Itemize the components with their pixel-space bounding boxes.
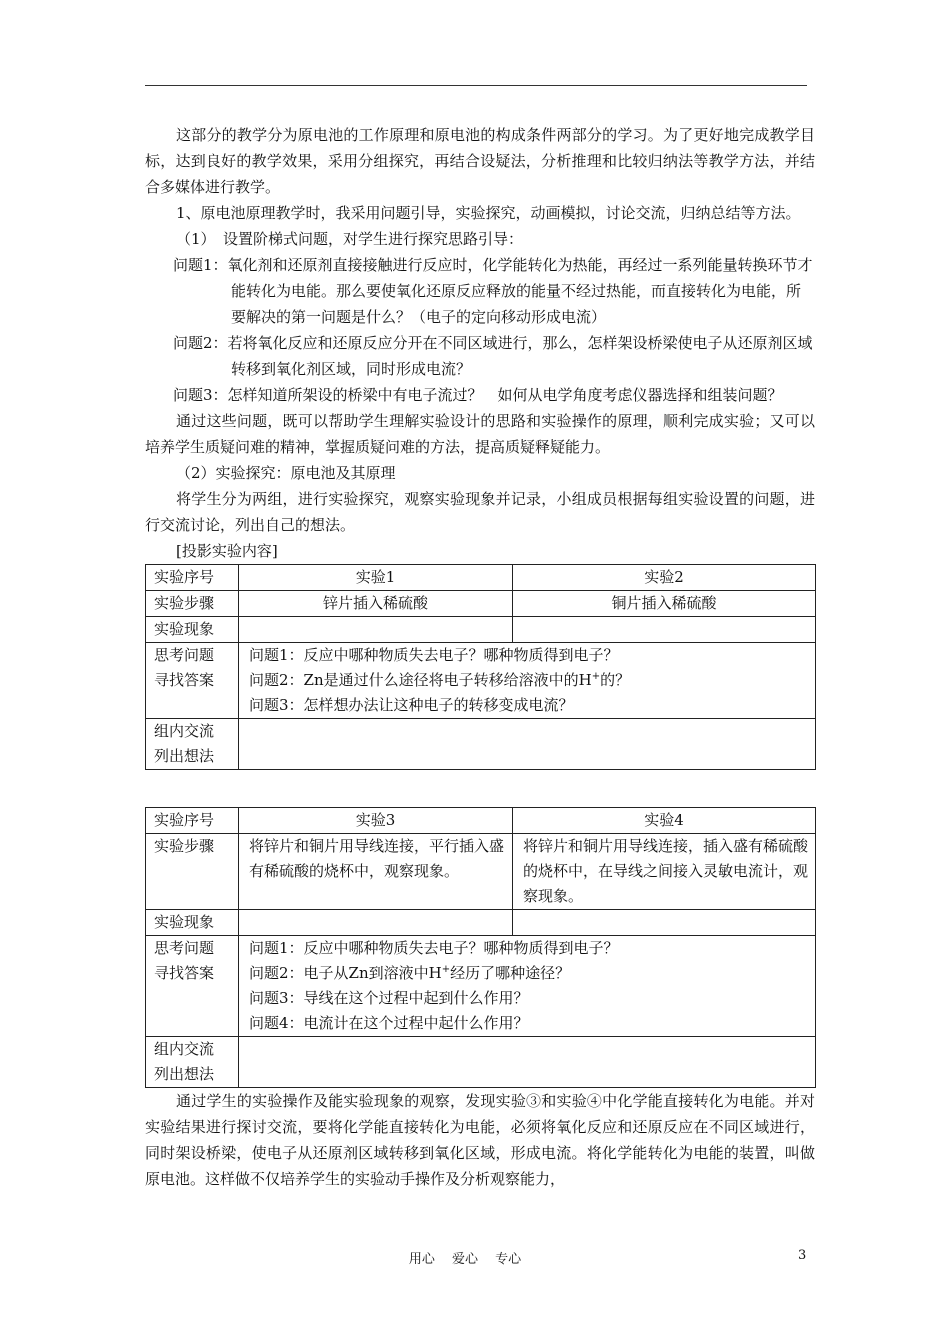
table-row bbox=[146, 808, 816, 834]
question-2: 问题2：若将氧化反应和还原反应分开在不同区域进行，那么，怎样架设桥梁使电子从还原剂区域转移到氧化剂区域，同时形成电流？ bbox=[173, 334, 813, 378]
principle-paragraph: 1、原电池原理教学时，我采用问题引导，实验探究，动画模拟，讨论交流，归纳总结等方法。 bbox=[176, 204, 801, 222]
question-3: 问题3：怎样知道所架设的桥梁中有电子流过？ 如何从电学角度考虑仪器选择和组装问题？ bbox=[173, 386, 783, 404]
intro-paragraph: 这部分的教学分为原电池的工作原理和原电池的构成条件两部分的学习。为了更好地完成教学目标，达到良好的教学效果，采用分组探究，再结合设疑法，分析推理和比较归纳法等教学方法，并结合多媒体进行教学。 bbox=[145, 126, 815, 196]
table-cell: 实验4 bbox=[513, 808, 816, 834]
row-header: 实验现象 bbox=[146, 910, 239, 936]
table-row bbox=[146, 591, 816, 617]
row-header-line: 组内交流 bbox=[154, 722, 215, 740]
table-cell: 实验3 bbox=[239, 808, 513, 834]
superscript: + bbox=[441, 964, 451, 975]
row-header: 实验步骤 bbox=[146, 591, 239, 617]
table-row bbox=[146, 565, 816, 591]
table-row bbox=[146, 617, 816, 643]
table-row bbox=[146, 719, 816, 770]
summary-paragraph: 通过这些问题，既可以帮助学生理解实验设计的思路和实验操作的原理，顺利完成实验；又可以培养学生质疑问难的精神，掌握质疑问难的方法，提高质疑释疑能力。 bbox=[145, 412, 815, 456]
row-header: 实验序号 bbox=[146, 565, 239, 591]
row-header bbox=[146, 936, 239, 1037]
text-span: 问题2：Zn是通过什么途径将电子转移给溶液中的H bbox=[249, 671, 592, 689]
question-line: 问题1：反应中哪种物质失去电子？哪种物质得到电子？ bbox=[249, 646, 619, 664]
table-cell: 铜片插入稀硫酸 bbox=[513, 591, 816, 617]
table-cell bbox=[513, 617, 816, 643]
question-line bbox=[249, 668, 809, 693]
question-line: 问题3：导线在这个过程中起到什么作用？ bbox=[249, 989, 529, 1007]
table-gap bbox=[145, 770, 815, 807]
footer-motto: 用心 爱心 专心 bbox=[408, 1252, 522, 1267]
question-1: 问题1：氧化剂和还原剂直接接触进行反应时，化学能转化为热能，再经过一系列能量转换环节才能转化为电能。那么要使氧化还原反应释放的能量不经过热能，而直接转化为电能，所要解决的第一问题是什么？（电子的定向移动形成电流） bbox=[173, 256, 813, 326]
header-rule bbox=[145, 85, 807, 86]
step2-heading: （2）实验探究：原电池及其原理 bbox=[176, 464, 396, 482]
row-header: 实验现象 bbox=[146, 617, 239, 643]
table-row bbox=[146, 643, 816, 719]
row-header-line: 列出想法 bbox=[154, 1065, 215, 1083]
grouping-paragraph: 将学生分为两组，进行实验探究，观察实验现象并记录，小组成员根据每组实验设置的问题，进行交流讨论，列出自己的想法。 bbox=[145, 490, 815, 534]
table-cell: 锌片插入稀硫酸 bbox=[239, 591, 513, 617]
row-header bbox=[146, 719, 239, 770]
table-cell: 将锌片和铜片用导线连接，平行插入盛有稀硫酸的烧杯中，观察现象。 bbox=[239, 834, 513, 910]
table-cell: 将锌片和铜片用导线连接，插入盛有稀硫酸的烧杯中，在导线之间接入灵敏电流计，观察现象。 bbox=[513, 834, 816, 910]
row-header: 实验序号 bbox=[146, 808, 239, 834]
conclusion-paragraph: 通过学生的实验操作及能实验现象的观察，发现实验③和实验④中化学能直接转化为电能。并对实验结果进行探讨交流，要将化学能直接转化为电能，必须将氧化反应和还原反应在不同区域进行，同时架设桥梁，使电子从还原剂区域转移到氧化区域，形成电流。将化学能转化为电能的装置，叫做原电池。这样做不仅培养学生的实验动手操作及分析观察能力， bbox=[145, 1092, 815, 1188]
row-header bbox=[146, 643, 239, 719]
row-header-line: 列出想法 bbox=[154, 747, 215, 765]
question-line: 问题4：电流计在这个过程中起什么作用？ bbox=[249, 1014, 529, 1032]
body-content bbox=[145, 122, 815, 1192]
question-line: 问题1：反应中哪种物质失去电子？哪种物质得到电子？ bbox=[249, 939, 619, 957]
row-header bbox=[146, 1037, 239, 1088]
experiment-table-1 bbox=[145, 564, 816, 770]
table-row bbox=[146, 1037, 816, 1088]
experiment-table-2 bbox=[145, 807, 816, 1088]
text-span: 经历了哪种途径？ bbox=[450, 964, 571, 982]
table-cell bbox=[513, 910, 816, 936]
table-cell: 实验2 bbox=[513, 565, 816, 591]
row-header-line: 思考问题 bbox=[154, 646, 215, 664]
row-header-line: 寻找答案 bbox=[154, 671, 215, 689]
table-cell bbox=[239, 643, 816, 719]
step1-heading: （1） 设置阶梯式问题，对学生进行探究思路引导： bbox=[176, 230, 524, 248]
row-header-line: 寻找答案 bbox=[154, 964, 215, 982]
table-row bbox=[146, 936, 816, 1037]
row-header: 实验步骤 bbox=[146, 834, 239, 910]
projection-label: [投影实验内容] bbox=[176, 542, 278, 560]
table-cell bbox=[239, 910, 513, 936]
superscript: + bbox=[591, 671, 601, 682]
question-line: 问题3：怎样想办法让这种电子的转移变成电流？ bbox=[249, 696, 574, 714]
row-header-line: 组内交流 bbox=[154, 1040, 215, 1058]
text-span: 的？ bbox=[600, 671, 631, 689]
table-cell bbox=[239, 936, 816, 1037]
row-header-line: 思考问题 bbox=[154, 939, 215, 957]
table-row bbox=[146, 834, 816, 910]
table-cell bbox=[239, 617, 513, 643]
page-number: 3 bbox=[798, 1248, 807, 1263]
question-line bbox=[249, 961, 809, 986]
table-row bbox=[146, 910, 816, 936]
text-span: 问题2：电子从Zn到溶液中H bbox=[249, 964, 442, 982]
table-cell bbox=[239, 1037, 816, 1088]
table-cell bbox=[239, 719, 816, 770]
table-cell: 实验1 bbox=[239, 565, 513, 591]
